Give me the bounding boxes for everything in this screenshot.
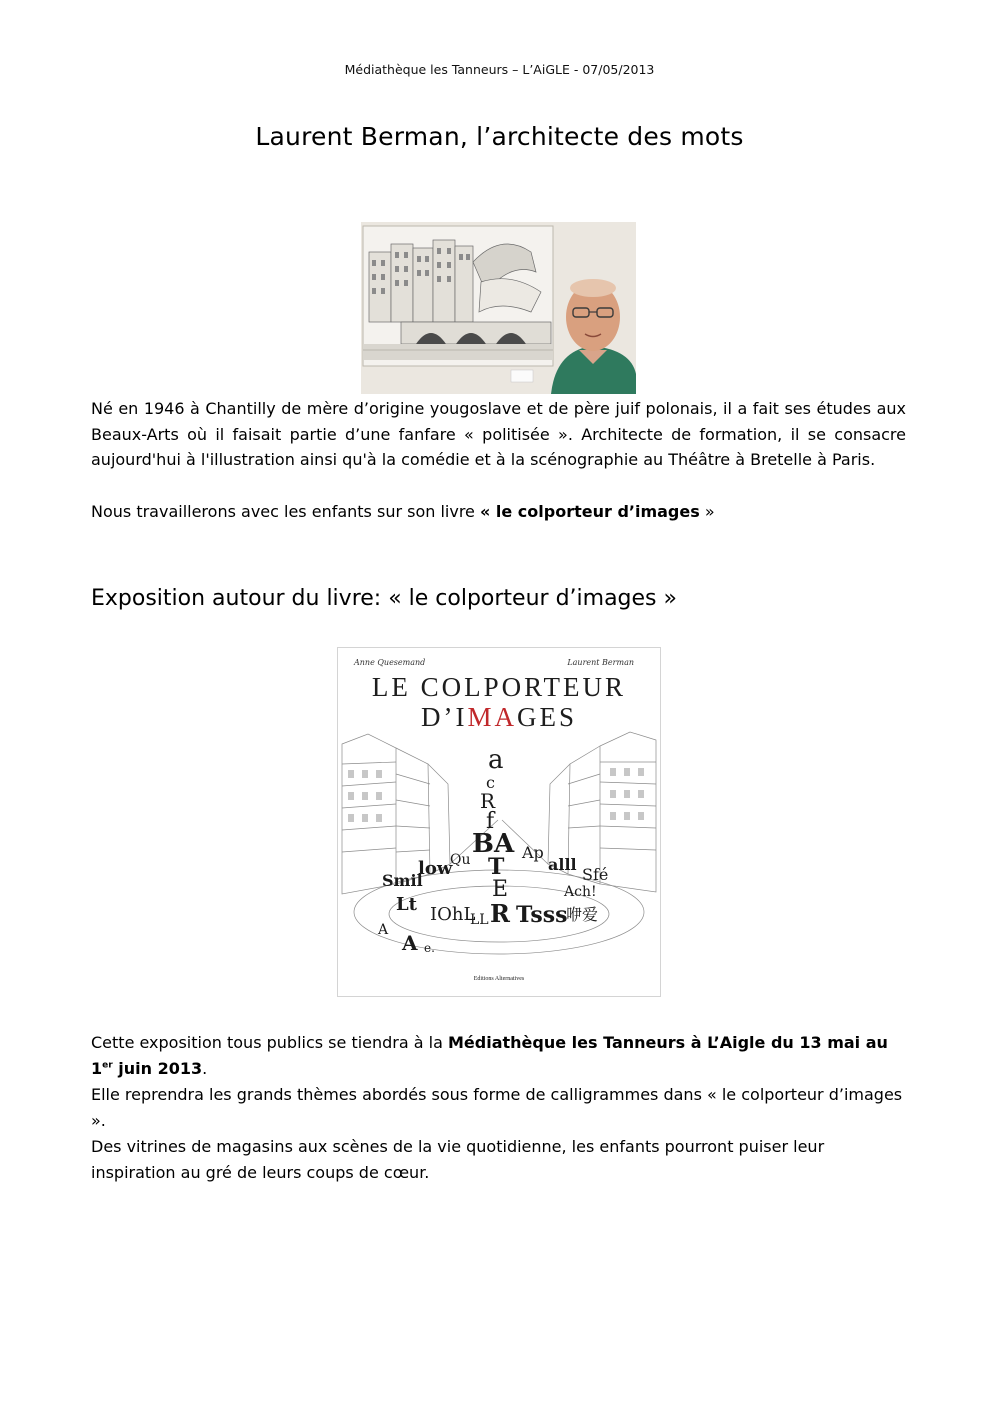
section-title: Exposition autour du livre: « le colporteur d’images » <box>91 586 677 611</box>
svg-text:A: A <box>402 931 418 955</box>
exhibit-dates-prefix: Cette exposition tous publics se tiendra à la <box>91 1033 448 1052</box>
svg-text:Qu: Qu <box>450 852 471 868</box>
intro-book-line <box>91 499 906 525</box>
svg-text:c: c <box>486 773 495 792</box>
book-title-red-part: MA <box>467 702 517 732</box>
svg-text:LL: LL <box>470 912 489 928</box>
exhibit-paragraph-inspiration: Des vitrines de magasins aux scènes de la vie quotidienne, les enfants pourront puiser leur inspiration au gré de leurs coups de cœur. <box>91 1137 825 1182</box>
svg-text:f: f <box>486 809 495 834</box>
svg-text:e.: e. <box>424 941 435 955</box>
svg-text:E: E <box>492 877 509 902</box>
svg-text:Lt: Lt <box>396 894 417 915</box>
svg-text:A: A <box>378 922 389 938</box>
artist-photo-illustration <box>361 222 636 394</box>
intro-paragraph: Né en 1946 à Chantilly de mère d’origine yougoslave et de père juif polonais, il a fait ses études aux Beaux-Arts où il faisait partie d’une fanfare « politisée ». Architecte de formation, il se consacre aujourd'hui à l'illustration ainsi qu'à la comédie et à la scénographie au Théâtre à Bretelle à Paris. <box>91 399 906 469</box>
svg-text:alll: alll <box>548 855 577 874</box>
page-header: Médiathèque les Tanneurs – L’AiGLE - 07/05/2013 <box>344 62 655 77</box>
book-publisher: Editions Alternatives <box>473 976 525 982</box>
book-cover <box>338 648 660 996</box>
book-title-line1: LE COLPORTEUR <box>371 672 627 702</box>
exhibit-paragraph-dates <box>91 1030 906 1081</box>
book-title-part-b: GES <box>516 702 577 732</box>
intro-book-title: « le colporteur d’images <box>479 502 700 521</box>
book-cover-illustration <box>338 724 660 974</box>
exhibit-end-date: juin 2013 <box>112 1058 203 1078</box>
svg-text:R: R <box>480 789 496 813</box>
svg-text:Ap: Ap <box>522 843 544 862</box>
svg-text:Tsss: Tsss <box>516 902 568 928</box>
artist-photo <box>361 222 636 394</box>
intro-book-line-prefix: Nous travaillerons avec les enfants sur son livre <box>91 502 480 521</box>
svg-text:BA: BA <box>472 829 515 859</box>
book-author-left: Anne Quesemand <box>354 658 426 667</box>
exhibit-date-ordinal: er <box>102 1060 113 1071</box>
svg-text:Smil: Smil <box>382 871 423 890</box>
svg-text:R: R <box>490 899 510 928</box>
intro-book-line-suffix: » <box>699 502 715 521</box>
page-title: Laurent Berman, l’architecte des mots <box>255 122 744 151</box>
svg-text:IOhL: IOhL <box>430 904 476 925</box>
svg-text:咿爱: 咿爱 <box>566 905 599 924</box>
svg-text:T: T <box>488 854 505 880</box>
svg-text:Sfé: Sfé <box>582 865 609 884</box>
book-author-right: Laurent Berman <box>567 658 634 667</box>
svg-text:Ach!: Ach! <box>564 884 597 900</box>
book-title-part-a: D’I <box>420 702 468 732</box>
exhibit-paragraph-themes: Elle reprendra les grands thèmes abordés sous forme de calligrammes dans « le colporteur d’images ». <box>91 1085 903 1130</box>
exhibit-dates-suffix: . <box>202 1058 208 1078</box>
svg-text:a: a <box>488 745 504 775</box>
exhibit-venue: Médiathèque les Tanneurs à L’Aigle du 13 mai au 1 <box>91 1033 888 1078</box>
svg-text:low: low <box>418 858 453 879</box>
